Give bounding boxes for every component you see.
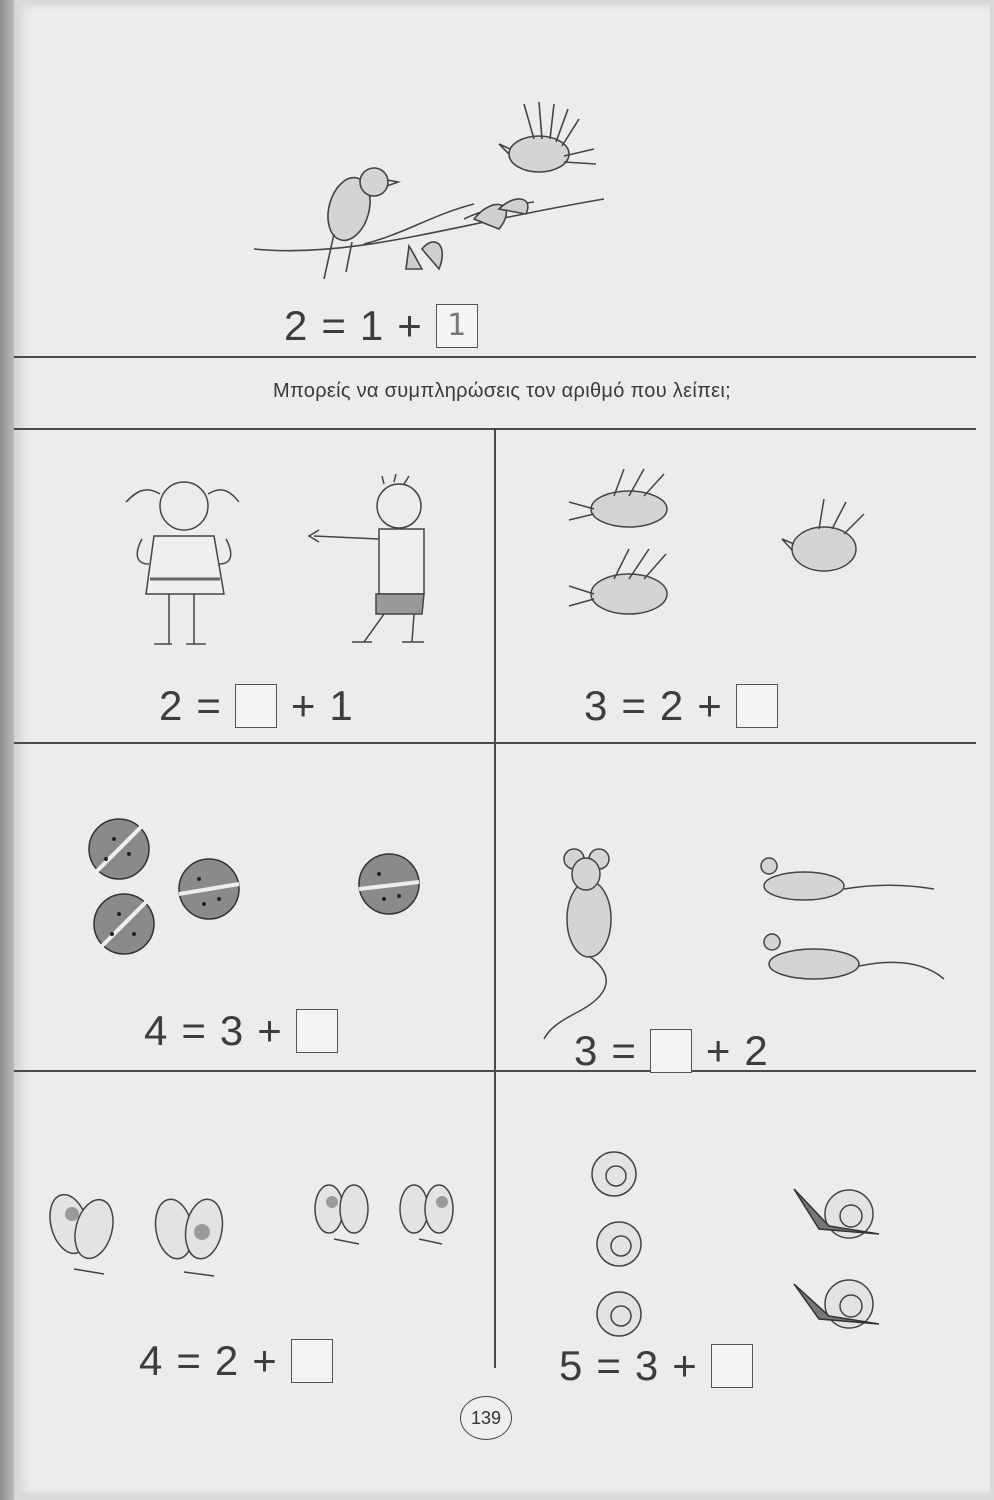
ladybugs-illustration	[84, 804, 444, 974]
equation-2	[584, 684, 778, 728]
example-equation	[284, 304, 478, 348]
example-birds-illustration	[234, 94, 634, 294]
equation-addend: 3	[634, 1342, 659, 1389]
grid-vertical-divider	[494, 428, 496, 1368]
equation-4	[574, 1029, 768, 1073]
equation-addend: 2	[744, 1027, 768, 1074]
equation-lhs: 5	[559, 1342, 583, 1389]
answer-box[interactable]	[650, 1029, 692, 1073]
answer-box-filled[interactable]: 1	[436, 304, 478, 348]
equation-lhs: 2	[159, 682, 183, 729]
equation-lhs: 3	[584, 682, 608, 729]
plus-sign: +	[290, 682, 316, 729]
equation-addend: 1	[329, 682, 353, 729]
birds-illustration	[554, 464, 884, 634]
equals-sign: =	[596, 1342, 621, 1389]
girl-and-boy-illustration	[114, 464, 444, 664]
divider-top	[14, 356, 976, 358]
plus-sign: +	[705, 1027, 731, 1074]
equation-addend: 2	[214, 1337, 239, 1384]
plus-sign: +	[252, 1337, 277, 1384]
mice-illustration	[534, 844, 954, 1044]
book-binding-shadow	[0, 0, 14, 1500]
page-number: 139	[460, 1396, 512, 1440]
equals-sign: =	[176, 1337, 201, 1384]
equation-1	[159, 684, 353, 728]
plus-sign: +	[257, 1007, 282, 1054]
answer-box[interactable]	[291, 1339, 333, 1383]
answer-box[interactable]	[235, 684, 277, 728]
equation-6	[559, 1344, 753, 1388]
equals-sign: =	[321, 302, 346, 349]
equals-sign: =	[181, 1007, 206, 1054]
instruction-text: Μπορείς να συμπληρώσεις τον αριθμό που λείπει;	[273, 380, 731, 402]
plus-sign: +	[397, 302, 422, 349]
equation-lhs: 2	[284, 302, 308, 349]
butterflies-illustration	[44, 1184, 464, 1294]
answer-box[interactable]	[736, 684, 778, 728]
equals-sign: =	[611, 1027, 636, 1074]
equation-addend: 2	[659, 682, 684, 729]
equation-lhs: 3	[574, 1027, 598, 1074]
answer-box[interactable]	[711, 1344, 753, 1388]
equation-5	[139, 1339, 333, 1383]
plus-sign: +	[672, 1342, 697, 1389]
equation-lhs: 4	[144, 1007, 168, 1054]
answer-box[interactable]	[296, 1009, 338, 1053]
equation-addend: 3	[219, 1007, 244, 1054]
equals-sign: =	[621, 682, 646, 729]
equation-lhs: 4	[139, 1337, 163, 1384]
workbook-page	[14, 4, 990, 1494]
grid-row-divider-2	[14, 1070, 976, 1072]
snails-illustration	[574, 1134, 914, 1334]
equals-sign: =	[196, 682, 221, 729]
equation-3	[144, 1009, 338, 1053]
plus-sign: +	[697, 682, 722, 729]
grid-row-divider-1	[14, 742, 976, 744]
equation-addend: 1	[359, 302, 384, 349]
